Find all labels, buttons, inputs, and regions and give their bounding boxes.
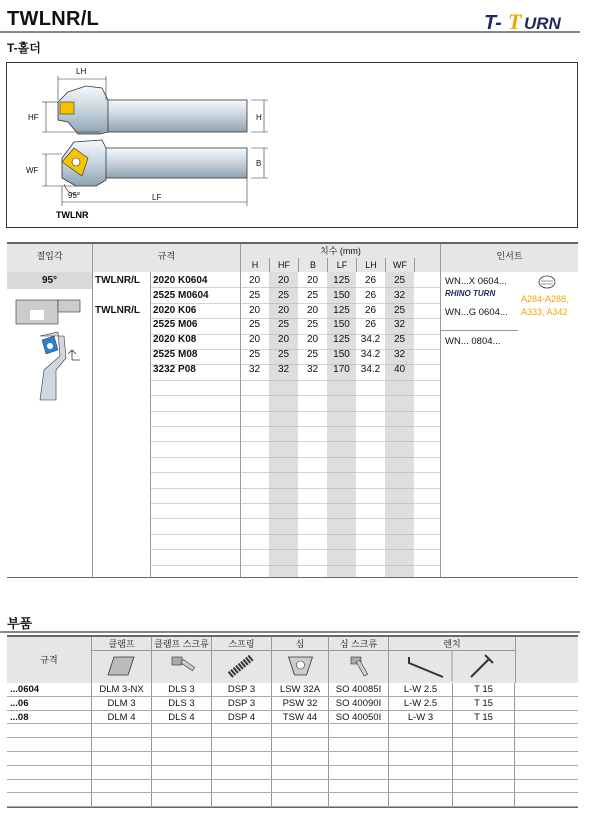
spec-dim-value: 20 — [277, 334, 290, 346]
dim-label-lh: LH — [76, 67, 87, 76]
svg-text:T: T — [508, 9, 522, 34]
spec-dim-value: 25 — [277, 289, 290, 301]
svg-text:URN: URN — [524, 14, 561, 33]
parts-header-label: 심 — [272, 637, 328, 651]
drawing-tool-name: TWLNR — [56, 210, 89, 220]
parts-value: DLS 3 — [151, 683, 211, 696]
parts-value: SO 40050I — [328, 711, 388, 724]
dim-header-wf: WF — [385, 258, 414, 272]
dim-header-b: B — [298, 258, 327, 272]
parts-empty-cell — [211, 766, 271, 779]
parts-empty-cell — [271, 780, 328, 793]
spec-code: 3232 P08 — [153, 363, 196, 375]
spec-dim-value: 26 — [364, 275, 377, 286]
parts-value: DLM 3 — [91, 697, 151, 710]
parts-value: SO 40090I — [328, 697, 388, 710]
spec-dim-value: 32 — [306, 363, 319, 375]
spec-dim-value: 25 — [277, 319, 290, 331]
insert-text-1: WN...X 0604... — [445, 276, 507, 287]
parts-empty-cell — [328, 780, 388, 793]
spec-type — [92, 363, 150, 377]
parts-value: PSW 32 — [271, 697, 328, 710]
parts-empty-cell — [211, 738, 271, 751]
parts-empty-cell — [151, 752, 211, 765]
dim-label-hf: HF — [28, 113, 39, 122]
dim-label-h: H — [256, 113, 262, 122]
spec-header-spec: 규격 — [92, 244, 240, 272]
dim-subheaders — [240, 258, 440, 272]
dim-label-b: B — [256, 159, 262, 168]
spec-dim-value: 25 — [248, 349, 261, 360]
spec-dim-value: 34.2 — [360, 363, 381, 375]
parts-empty-cell — [151, 780, 211, 793]
parts-header-3 — [271, 637, 328, 683]
spec-dim-value: 20 — [306, 304, 319, 316]
spec-dim-value: 125 — [333, 304, 350, 316]
parts-empty-cell — [151, 766, 211, 779]
spec-type — [92, 318, 150, 332]
page-subtitle: T-홀더 — [7, 41, 41, 55]
spec-type: TWLNR/L — [95, 275, 140, 286]
parts-empty-cell — [7, 738, 91, 751]
parts-empty-cell — [91, 780, 151, 793]
wrench-icon — [389, 651, 516, 681]
shank-side-view — [100, 100, 247, 132]
parts-empty-cell — [211, 780, 271, 793]
spec-dim-value: 26 — [364, 304, 377, 316]
spec-code: 2020 K0604 — [153, 275, 208, 286]
spec-header-angle: 절입각 — [36, 251, 63, 261]
parts-empty-cell — [328, 766, 388, 779]
spec-dim-value: 150 — [333, 349, 350, 360]
parts-empty-cell — [388, 793, 452, 806]
spec-row-rules — [150, 272, 440, 578]
spec-dim-value: 20 — [248, 304, 261, 316]
dim-header-h: H — [240, 258, 269, 272]
parts-empty-cell — [7, 752, 91, 765]
shim-screw-icon — [329, 651, 389, 681]
parts-value: TSW 44 — [271, 711, 328, 724]
parts-value: DLS 3 — [151, 697, 211, 710]
parts-empty-cell — [388, 752, 452, 765]
parts-row — [7, 697, 578, 711]
parts-value: DSP 4 — [211, 711, 271, 724]
spec-dim-value: 25 — [306, 289, 319, 301]
spec-dim-value: 25 — [393, 304, 406, 316]
parts-empty-cell — [271, 752, 328, 765]
parts-empty-cell — [388, 738, 452, 751]
parts-empty-cell — [151, 724, 211, 737]
spec-dim-value: 25 — [393, 334, 406, 346]
spec-header-dims: 치수 (mm) — [240, 244, 440, 258]
parts-empty-cell — [388, 724, 452, 737]
parts-empty-cell — [452, 752, 515, 765]
parts-row — [7, 711, 578, 725]
insert-text-2: WN...G 0604... — [445, 307, 508, 318]
parts-header — [91, 637, 578, 683]
spec-dim-value: 32 — [248, 363, 261, 375]
spec-code: 2525 M08 — [153, 349, 198, 360]
spec-type — [92, 333, 150, 347]
parts-value: SO 40085I — [328, 683, 388, 696]
parts-empty-cell — [7, 724, 91, 737]
parts-empty-cell — [91, 793, 151, 806]
parts-value: L-W 2.5 — [388, 683, 452, 696]
spec-dim-value: 34.2 — [360, 334, 381, 346]
parts-row — [7, 683, 578, 697]
parts-empty-cell — [271, 766, 328, 779]
parts-empty-cell — [328, 724, 388, 737]
spec-dim-value: 34.2 — [360, 349, 381, 360]
parts-value: DSP 3 — [211, 683, 271, 696]
spec-dim-value: 20 — [306, 334, 319, 346]
dim-label-wf: WF — [26, 166, 39, 175]
parts-header-label: 클램프 — [92, 637, 151, 651]
spec-dim-value: 25 — [306, 349, 319, 360]
dim-header-hf: HF — [269, 258, 298, 272]
spec-type — [92, 289, 150, 303]
parts-empty-cell — [452, 724, 515, 737]
parts-empty-cell — [328, 752, 388, 765]
spec-dim-value: 25 — [248, 289, 261, 301]
parts-empty-cell — [211, 793, 271, 806]
parts-empty-cell — [7, 780, 91, 793]
spec-code: 2020 K08 — [153, 334, 197, 346]
spec-dim-value: 20 — [306, 275, 319, 286]
parts-row — [7, 752, 578, 766]
spec-dim-value: 26 — [364, 319, 377, 331]
spring-icon — [212, 651, 272, 681]
insert-ref-1[interactable]: A284-A288, — [521, 294, 569, 304]
angle-label: 95° — [68, 191, 81, 200]
parts-row — [7, 738, 578, 752]
parts-empty-cell — [7, 766, 91, 779]
spec-header-insert: 인서트 — [440, 244, 578, 272]
spec-dim-value: 20 — [248, 275, 261, 286]
spec-code: 2020 K06 — [153, 304, 197, 316]
spec-dim-value: 125 — [333, 275, 350, 286]
spec-type — [92, 348, 150, 362]
insert-book-icon — [536, 274, 558, 290]
parts-header-5 — [388, 637, 515, 683]
spec-dim-value: 150 — [333, 289, 350, 301]
parts-empty-cell — [151, 793, 211, 806]
parts-value: DLM 4 — [91, 711, 151, 724]
parts-empty-cell — [91, 752, 151, 765]
spec-dim-value: 25 — [393, 275, 406, 286]
shim-icon — [272, 651, 329, 681]
spec-type: TWLNR/L — [95, 304, 140, 316]
spec-dim-value: 170 — [333, 363, 350, 375]
tool-drawing — [6, 62, 578, 228]
parts-value: LSW 32A — [271, 683, 328, 696]
clamp-icon — [92, 651, 152, 681]
parts-value: DSP 3 — [211, 697, 271, 710]
parts-empty-cell — [271, 738, 328, 751]
page-title: TWLNR/L — [7, 8, 100, 30]
parts-section-title: 부품 — [7, 616, 33, 631]
parts-value: T 15 — [452, 711, 515, 724]
parts-value: DLS 4 — [151, 711, 211, 724]
parts-empty-cell — [91, 766, 151, 779]
spec-dim-value: 26 — [364, 289, 377, 301]
parts-header-1 — [151, 637, 211, 683]
spec-dim-value: 32 — [277, 363, 290, 375]
parts-header-spec: 규격 — [40, 655, 58, 665]
parts-value: T 15 — [452, 683, 515, 696]
spec-dim-value: 125 — [333, 334, 350, 346]
spec-dim-value: 20 — [277, 304, 290, 316]
parts-code: ...0604 — [10, 684, 40, 695]
parts-code: ...06 — [10, 697, 29, 709]
spec-dim-value: 40 — [393, 363, 406, 375]
parts-empty-cell — [151, 738, 211, 751]
parts-row — [7, 793, 578, 807]
spec-dim-value: 32 — [393, 349, 406, 360]
spec-dim-value: 150 — [333, 319, 350, 331]
spec-dim-value: 25 — [277, 349, 290, 360]
parts-row — [7, 780, 578, 794]
parts-empty-cell — [328, 738, 388, 751]
parts-empty-cell — [328, 793, 388, 806]
parts-header-label: 클램프 스크류 — [152, 637, 211, 651]
parts-empty-cell — [7, 793, 91, 806]
parts-empty-cell — [452, 766, 515, 779]
dim-header-lf: LF — [327, 258, 356, 272]
parts-empty-cell — [452, 738, 515, 751]
dim-header-lh: LH — [356, 258, 385, 272]
shank-top-view — [100, 148, 247, 178]
parts-empty-cell — [91, 738, 151, 751]
parts-row — [7, 766, 578, 780]
spec-code: 2525 M0604 — [153, 289, 209, 301]
parts-empty-cell — [211, 724, 271, 737]
parts-header-2 — [211, 637, 271, 683]
parts-header-label: 스프링 — [212, 637, 271, 651]
angle-value: 95° — [41, 275, 58, 286]
parts-value: L-W 3 — [388, 711, 452, 724]
spec-dim-value: 25 — [248, 319, 261, 331]
parts-empty-cell — [91, 724, 151, 737]
spec-dim-value: 20 — [277, 275, 290, 286]
svg-text:T-: T- — [484, 12, 502, 34]
holder-pictogram — [14, 296, 86, 406]
dim-label-lf: LF — [152, 193, 162, 202]
parts-value: T 15 — [452, 697, 515, 710]
insert-text-3: WN... 0804... — [445, 336, 501, 347]
parts-value: L-W 2.5 — [388, 697, 452, 710]
insert-side-view — [60, 102, 74, 114]
parts-code: ...08 — [10, 711, 29, 723]
parts-header-label: 심 스크류 — [329, 637, 388, 651]
parts-value: DLM 3-NX — [91, 683, 151, 696]
rhino-turn-brand: RHINO TURN — [445, 289, 496, 298]
parts-empty-cell — [388, 766, 452, 779]
insert-ref-2[interactable]: A333, A342 — [521, 307, 568, 317]
spec-code: 2525 M06 — [153, 319, 198, 331]
parts-empty-cell — [452, 780, 515, 793]
parts-header-label: 렌치 — [389, 637, 515, 651]
t-turn-logo — [482, 8, 584, 34]
spec-dim-value: 32 — [393, 319, 406, 331]
parts-empty-cell — [271, 724, 328, 737]
parts-header-4 — [328, 637, 388, 683]
spec-dim-value: 25 — [306, 319, 319, 331]
parts-divider — [0, 631, 580, 633]
parts-empty-cell — [211, 752, 271, 765]
parts-empty-cell — [452, 793, 515, 806]
spec-dim-value: 20 — [248, 334, 261, 346]
parts-row — [7, 724, 578, 738]
spec-dim-value: 32 — [393, 289, 406, 301]
clamp-screw-icon — [152, 651, 212, 681]
parts-empty-cell — [388, 780, 452, 793]
parts-header-0 — [91, 637, 151, 683]
parts-empty-cell — [271, 793, 328, 806]
